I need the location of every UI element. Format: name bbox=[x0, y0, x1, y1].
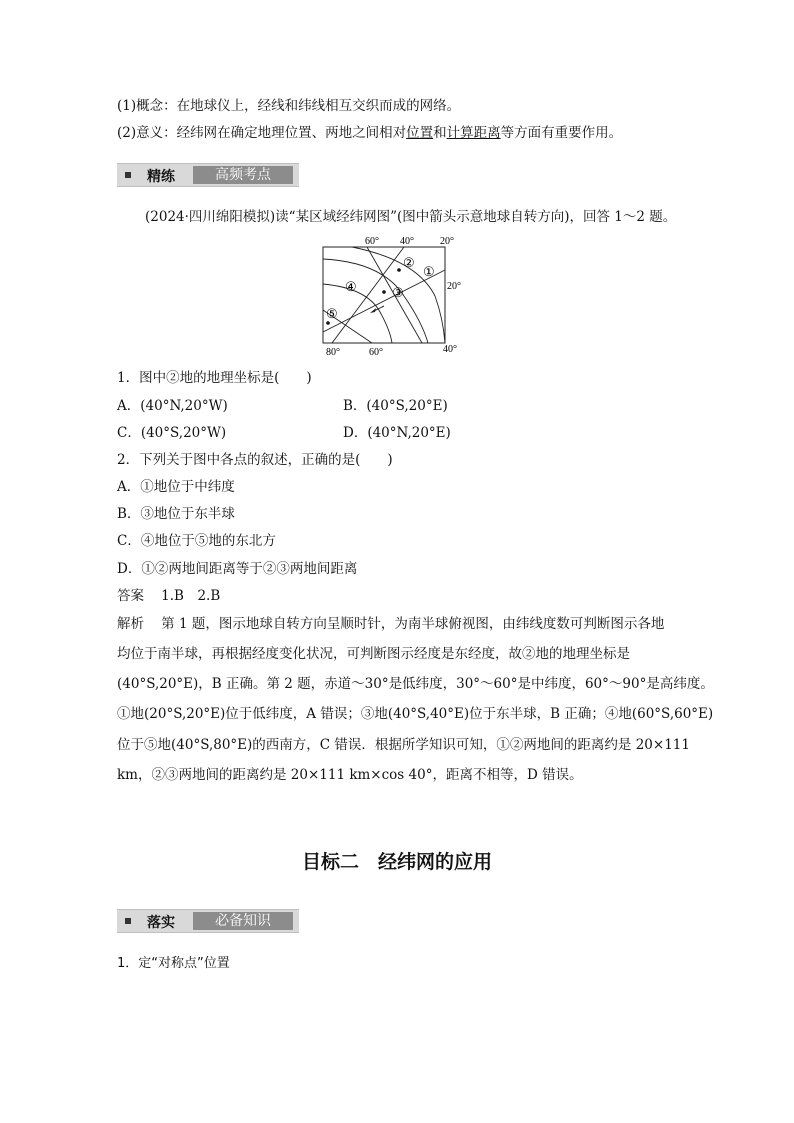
meaning-underline-position: 位置 bbox=[406, 125, 434, 141]
q2-stem: 2．下列关于图中各点的叙述，正确的是( ) bbox=[117, 452, 393, 468]
analysis-line-4: ①地(20°S,20°E)位于低纬度，A 错误；③地(40°S,40°E)位于东半球，B 正确；④地(60°S,60°E) bbox=[117, 706, 714, 722]
meaning-text bbox=[117, 124, 622, 142]
bottom-label-60: 60° bbox=[369, 347, 383, 358]
analysis-line-3: (40°S,20°E)，B 正确。第 2 题，赤道～30°是低纬度，30°～60°是中纬度，60°～90°是高纬度。 bbox=[117, 676, 714, 692]
point-3-dot bbox=[382, 290, 386, 294]
graticule-map bbox=[312, 232, 472, 360]
meaning-mid: 和 bbox=[433, 125, 447, 141]
analysis-text-1: 第 1 题，图示地球自转方向呈顺时针，为南半球俯视图，由纬线度数可判断图示各地 bbox=[161, 616, 665, 632]
meaning-underline-distance: 计算距离 bbox=[446, 125, 501, 141]
point-3-label: ③ bbox=[392, 285, 404, 300]
square-bullet-icon bbox=[125, 172, 131, 178]
section-bar-label: 落实 bbox=[147, 915, 175, 931]
section-title: 目标二 经纬网的应用 bbox=[301, 851, 492, 873]
section-bar-knowledge bbox=[117, 909, 299, 933]
q1-option-a: A．(40°N,20°W) bbox=[117, 398, 228, 414]
point-1-label: ① bbox=[423, 264, 435, 279]
meaning-pre: (2)意义：经纬网在确定地理位置、两地之间相对 bbox=[117, 125, 407, 141]
analysis-line-6: km，②③两地间的距离约是 20×111 km×cos 40°，距离不相等，D 错误。 bbox=[117, 767, 583, 783]
rotation-arrow-icon bbox=[370, 308, 376, 313]
section-bar-label: 精练 bbox=[147, 169, 175, 185]
top-label-60: 60° bbox=[365, 236, 379, 247]
item-1: 1．定“对称点”位置 bbox=[117, 956, 230, 971]
q1-option-d: D．(40°N,20°E) bbox=[343, 425, 451, 441]
point-4-label: ④ bbox=[345, 279, 357, 294]
concept-text: (1)概念：在地球仪上，经线和纬线相互交织而成的网络。 bbox=[117, 98, 461, 114]
q2-option-d: D．①②两地间距离等于②③两地间距离 bbox=[117, 561, 358, 577]
analysis-label: 解析 bbox=[117, 616, 144, 632]
q1-option-c: C．(40°S,20°W) bbox=[117, 425, 227, 441]
analysis-line-5: 位于⑤地(40°S,80°E)的西南方，C 错误．根据所学知识可知，①②两地间的距离约是 20×111 bbox=[117, 737, 690, 753]
answer-label: 答案 bbox=[117, 588, 144, 604]
bottom-label-40: 40° bbox=[443, 344, 457, 355]
square-bullet-icon bbox=[125, 918, 131, 924]
analysis-line-1 bbox=[117, 615, 664, 633]
answer-line bbox=[117, 587, 220, 605]
section-bar-practice bbox=[117, 163, 299, 187]
answer-text: 1.B 2.B bbox=[161, 588, 221, 604]
point-2-label: ② bbox=[403, 255, 415, 270]
map-frame bbox=[323, 247, 445, 343]
point-5-dot bbox=[326, 321, 330, 325]
q2-option-c: C．④地位于⑤地的东北方 bbox=[117, 533, 276, 549]
point-2-dot bbox=[397, 268, 401, 272]
q2-option-b: B．③地位于东半球 bbox=[117, 506, 235, 522]
question-stem: (2024·四川绵阳模拟)读“某区域经纬网图”(图中箭头示意地球自转方向)，回答 1～2 题。 bbox=[145, 209, 677, 225]
section-bar-tag: 必备知识 bbox=[193, 912, 293, 930]
q1-option-b: B．(40°S,20°E) bbox=[343, 398, 448, 414]
section-bar-tag: 高频考点 bbox=[193, 166, 293, 184]
point-5-label: ⑤ bbox=[326, 306, 338, 321]
top-label-20: 20° bbox=[440, 236, 454, 247]
bottom-label-80: 80° bbox=[326, 347, 340, 358]
analysis-line-2: 均位于南半球，再根据经度变化状况，可判断图示经度是东经度，故②地的地理坐标是 bbox=[117, 646, 630, 662]
q1-stem: 1．图中②地的地理坐标是( ) bbox=[117, 370, 312, 386]
latitude-arc-inner bbox=[323, 259, 428, 343]
top-label-40: 40° bbox=[400, 236, 414, 247]
meaning-post: 等方面有重要作用。 bbox=[500, 125, 623, 141]
right-label-20: 20° bbox=[447, 281, 461, 292]
q2-option-a: A．①地位于中纬度 bbox=[117, 479, 235, 495]
